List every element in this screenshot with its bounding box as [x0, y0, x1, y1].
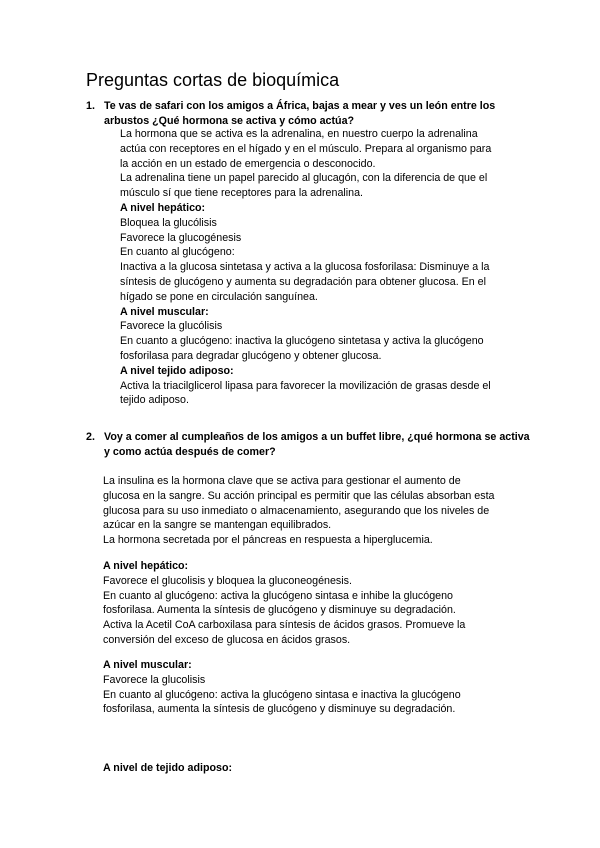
answer-1-adipose-line: tejido adiposo. — [120, 394, 189, 407]
answer-1-hepatic-heading: A nivel hepático: — [120, 201, 206, 214]
question-1-number: 1. — [86, 100, 95, 112]
answer-2-hepatic-line: Activa la Acetil CoA carboxilasa para síntesis de ácidos grasos. Promueve la — [103, 619, 466, 632]
answer-2-muscle-heading: A nivel muscular: — [103, 659, 192, 671]
answer-1-hepatic-line: síntesis de glucógeno y aumenta su degradación para obtener glucosa. En el — [120, 275, 486, 288]
answer-1-muscle-line: Favorece la glucólisis — [120, 320, 223, 333]
answer-1 — [120, 127, 491, 408]
question-1-text: Te vas de safari con los amigos a África, bajas a mear y ves un león entre los arbustos ¿Qué hormona se activa y cómo actúa? — [104, 100, 496, 127]
answer-2-hepatic-line: Favorece el glucolisis y bloquea la gluconeogénesis. — [103, 574, 352, 587]
answer-2-line: glucosa para su uso inmediato o almacenamiento, asegurando que los niveles de — [103, 504, 490, 517]
answer-2-intro — [103, 474, 495, 548]
answer-1-adipose-line: Activa la triacilglicerol lipasa para favorecer la movilización de grasas desde el — [120, 379, 491, 392]
question-2-text: Voy a comer al cumpleaños de los amigos a un buffet libre, ¿qué hormona se activa y como actúa después de comer? — [104, 431, 530, 458]
answer-1-hepatic-line: En cuanto al glucógeno: — [120, 246, 235, 259]
answer-2-hepatic-line: conversión del exceso de glucosa en ácidos grasos. — [103, 633, 351, 646]
answer-1-muscle-line: En cuanto a glucógeno: inactiva la glucógeno sintetasa y activa la glucógeno — [120, 335, 484, 348]
answer-1-muscle-heading: A nivel muscular: — [120, 305, 209, 318]
answer-2-line: glucosa en la sangre. Su acción principal es permitir que las células absorban esta — [103, 489, 495, 502]
answer-2-muscle — [103, 658, 461, 717]
answer-2-adipose — [103, 761, 232, 776]
answer-2-line: La hormona secretada por el páncreas en respuesta a hiperglucemia. — [103, 534, 433, 547]
answer-2-hepatic-heading: A nivel hepático: — [103, 560, 189, 572]
answer-1-hepatic-line: hígado se pone en circulación sanguínea. — [120, 290, 318, 303]
answer-1-hepatic-line: Bloquea la glucólisis — [120, 216, 217, 229]
answer-1-line: actúa con receptores en el hígado y en el músculo. Prepara al organismo para — [120, 142, 492, 155]
answer-2-hepatic-line: En cuanto al glucógeno: activa la glucógeno sintasa e inhibe la glucógeno — [103, 589, 453, 602]
answer-1-line: La hormona que se activa es la adrenalina, en nuestro cuerpo la adrenalina — [120, 128, 478, 140]
answer-2-muscle-line: Favorece la glucolisis — [103, 673, 206, 686]
answer-2-muscle-line: fosforilasa, aumenta la síntesis de glucógeno y disminuye su degradación. — [103, 703, 456, 716]
answer-2-hepatic — [103, 559, 465, 648]
answer-2-hepatic-line: fosforilasa. Aumenta la síntesis de glucógeno y disminuye su degradación. — [103, 604, 456, 617]
answer-2-adipose-heading: A nivel de tejido adiposo: — [103, 762, 233, 774]
answer-1-line: músculo sí que tiene receptores para la adrenalina. — [120, 187, 363, 200]
answer-2-line: La insulina es la hormona clave que se activa para gestionar el aumento de — [103, 475, 461, 487]
answer-2-muscle-line: En cuanto al glucógeno: activa la glucógeno sintasa e inactiva la glucógeno — [103, 688, 461, 701]
answer-1-hepatic-line: Favorece la glucogénesis — [120, 231, 242, 244]
answer-1-adipose-heading: A nivel tejido adiposo: — [120, 364, 234, 377]
answer-1-line: la acción en un estado de emergencia o desconocido. — [120, 157, 376, 170]
answer-2-line: azúcar en la sangre se mantengan equilibrados. — [103, 519, 332, 532]
question-2-number: 2. — [86, 431, 95, 443]
answer-1-line: La adrenalina tiene un papel parecido al glucagón, con la diferencia de que el — [120, 172, 488, 185]
page-title: Preguntas cortas de bioquímica — [86, 70, 340, 90]
answer-1-muscle-line: fosforilasa para degradar glucógeno y obtener glucosa. — [120, 349, 382, 362]
answer-1-hepatic-line: Inactiva a la glucosa sintetasa y activa a la glucosa fosforilasa: Disminuye a la — [120, 261, 490, 274]
